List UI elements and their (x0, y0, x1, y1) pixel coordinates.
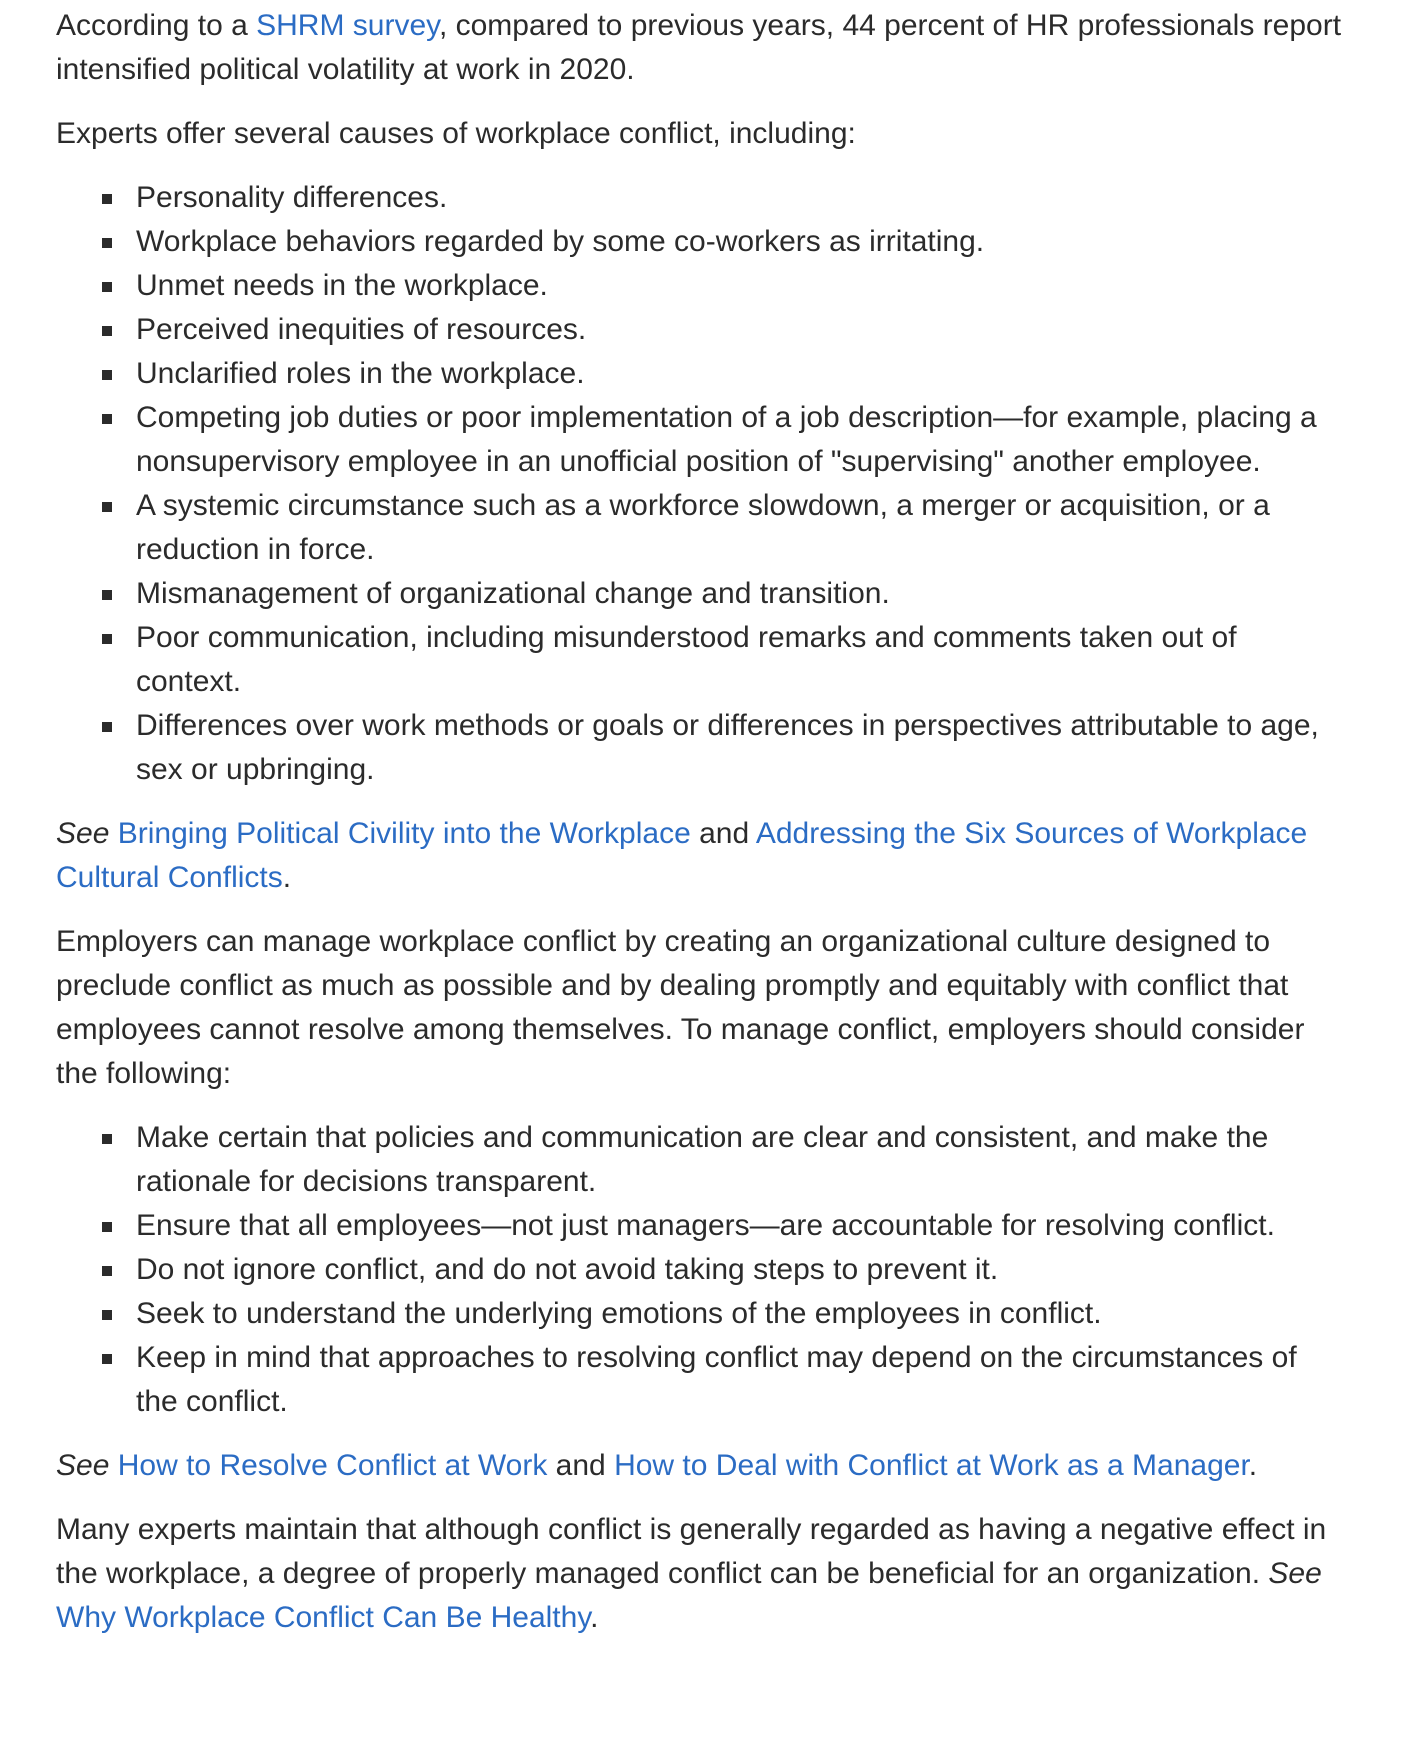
resolve-conflict-link[interactable]: How to Resolve Conflict at Work (117, 1449, 548, 1482)
intro-paragraph (56, 4, 1346, 92)
see-also-paragraph-1 (56, 812, 1346, 900)
bullet-square-icon (102, 282, 112, 292)
period-text: . (590, 1601, 599, 1634)
six-sources-link[interactable]: Addressing the Six Sources of Workplace Cultural Conflicts (56, 817, 1308, 894)
bullet-square-icon (102, 1222, 112, 1232)
article-body (56, 0, 1346, 1660)
list-item-text: Keep in mind that approaches to resolving conflict may depend on the circumstances of the conflict. (136, 1341, 1297, 1418)
list-item-text: Poor communication, including misunderstood remarks and comments taken out of context. (136, 621, 1237, 698)
manage-list (56, 1116, 1346, 1424)
manage-paragraph: Employers can manage workplace conflict by creating an organizational culture designed to preclude conflict as much as possible and by dealing promptly and equitably with conflict that employees cannot resolve among themselves. To manage conflict, employers should consider the following: (56, 925, 1305, 1090)
list-item-text: Competing job duties or poor implementation of a job description—for example, placing a nonsupervisory employee in an unofficial position of "supervising" another employee. (136, 401, 1317, 478)
period-text: . (1248, 1449, 1258, 1482)
list-item-text: Make certain that policies and communication are clear and consistent, and make the rationale for decisions transparent. (136, 1121, 1269, 1198)
see-label: See (56, 1449, 110, 1482)
shrm-survey-link[interactable]: SHRM survey (256, 9, 439, 42)
list-item-text: Differences over work methods or goals or differences in perspectives attributable to age, sex or upbringing. (136, 709, 1319, 786)
list-item (136, 352, 1346, 396)
bullet-square-icon (102, 370, 112, 380)
bullet-square-icon (102, 238, 112, 248)
list-item (136, 1248, 1346, 1292)
list-item (136, 308, 1346, 352)
list-item (136, 176, 1346, 220)
bullet-square-icon (102, 326, 112, 336)
and-text: and (547, 1449, 615, 1482)
and-text: and (690, 817, 756, 850)
list-item (136, 704, 1346, 792)
political-civility-link[interactable]: Bringing Political Civility into the Workplace (117, 817, 691, 850)
bullet-square-icon (102, 502, 112, 512)
list-item-text: Unmet needs in the workplace. (136, 269, 548, 302)
see-label: See (1268, 1557, 1322, 1590)
list-item-text: Unclarified roles in the workplace. (136, 357, 585, 390)
bullet-square-icon (102, 634, 112, 644)
see-label: See (56, 817, 110, 850)
see-also-paragraph-2 (56, 1444, 1346, 1488)
list-item (136, 1336, 1346, 1424)
bullet-square-icon (102, 1266, 112, 1276)
list-item (136, 616, 1346, 704)
list-item-text: Seek to understand the underlying emotions of the employees in conflict. (136, 1297, 1102, 1330)
bullet-square-icon (102, 414, 112, 424)
intro-pre: According to a (56, 9, 257, 42)
bullet-square-icon (102, 1354, 112, 1364)
list-item (136, 220, 1346, 264)
healthy-conflict-link[interactable]: Why Workplace Conflict Can Be Healthy (56, 1601, 591, 1634)
period-text: . (282, 861, 292, 894)
list-item (136, 1116, 1346, 1204)
bullet-square-icon (102, 722, 112, 732)
deal-with-conflict-link[interactable]: How to Deal with Conflict at Work as a Manager (614, 1449, 1249, 1482)
final-text: Many experts maintain that although conflict is generally regarded as having a negative effect in the workplace, a degree of properly managed conflict can be beneficial for an organization. (56, 1513, 1327, 1590)
list-item (136, 264, 1346, 308)
intro-post: , compared to previous years, 44 percent of HR professionals report intensified political volatility at work in 2020. (56, 9, 1342, 86)
list-item-text: Mismanagement of organizational change and transition. (136, 577, 890, 610)
list-item (136, 572, 1346, 616)
list-item-text: Ensure that all employees—not just managers—are accountable for resolving conflict. (136, 1209, 1275, 1242)
list-item (136, 1292, 1346, 1336)
list-item (136, 1204, 1346, 1248)
list-item-text: Workplace behaviors regarded by some co-workers as irritating. (136, 225, 985, 258)
bullet-square-icon (102, 1310, 112, 1320)
list-item-text: Personality differences. (136, 181, 448, 214)
final-paragraph (56, 1508, 1346, 1640)
bullet-square-icon (102, 1134, 112, 1144)
list-item-text: A systemic circumstance such as a workforce slowdown, a merger or acquisition, or a reduction in force. (136, 489, 1270, 566)
list-item (136, 484, 1346, 572)
list-item (136, 396, 1346, 484)
bullet-square-icon (102, 194, 112, 204)
list-item-text: Perceived inequities of resources. (136, 313, 587, 346)
causes-list (56, 176, 1346, 792)
causes-intro: Experts offer several causes of workplace conflict, including: (56, 117, 856, 150)
bullet-square-icon (102, 590, 112, 600)
list-item-text: Do not ignore conflict, and do not avoid taking steps to prevent it. (136, 1253, 999, 1286)
